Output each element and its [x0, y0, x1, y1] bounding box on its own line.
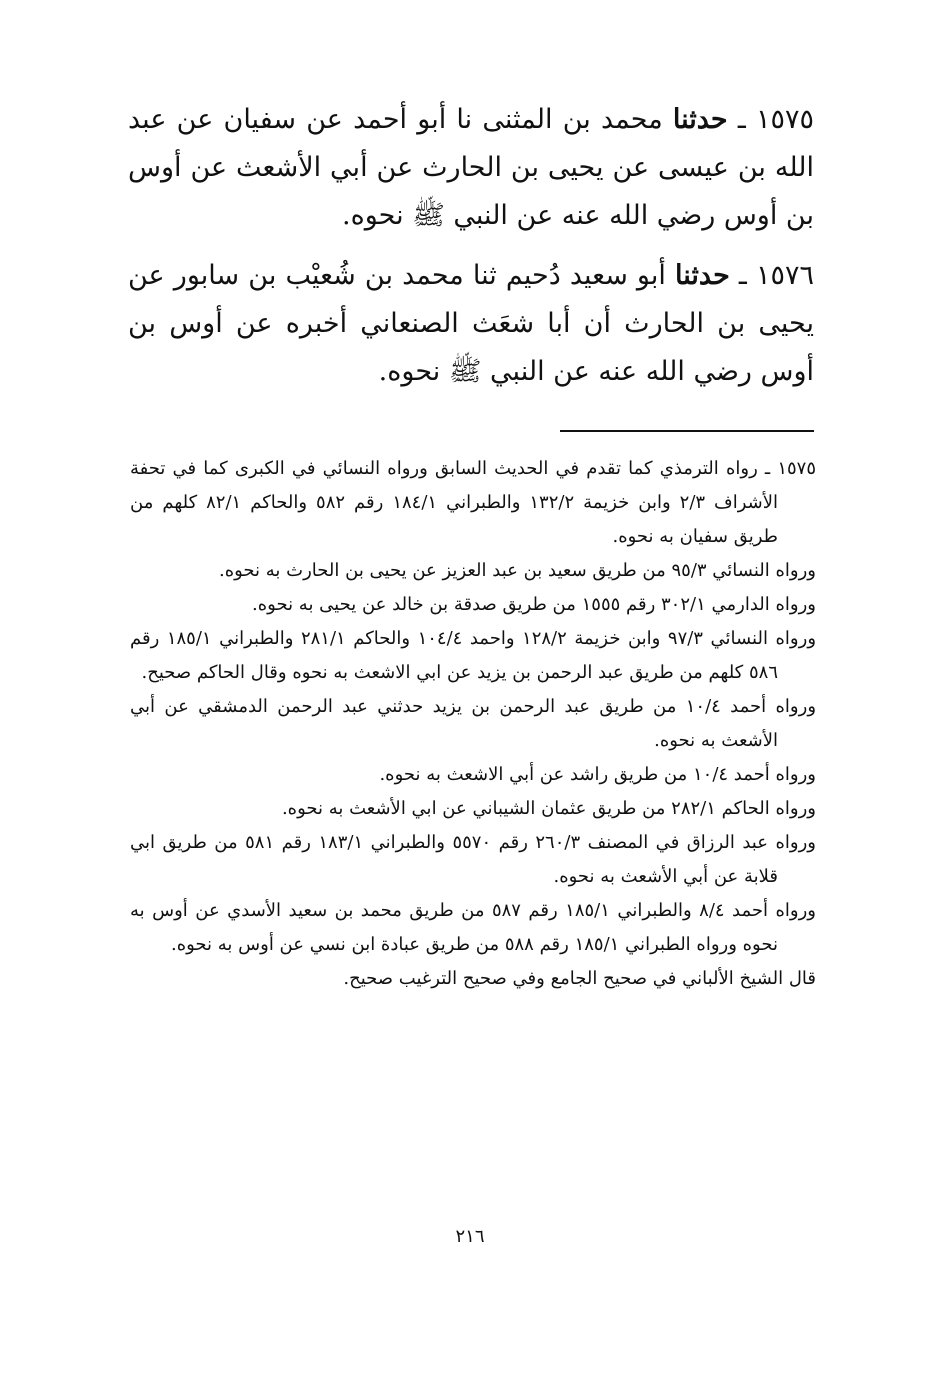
hadith-body: أبو سعيد دُحيم ثنا محمد بن شُعيْب بن سابور عن يحيى بن الحارث أن أبا شعَث الصنعاني أخبره عن أوس بن أوس رضي الله عنه عن النبي ﷺ نحوه.: [128, 260, 814, 387]
footnote-item: ورواه أحمد ٨/٤ والطبراني ١٨٥/١ رقم ٥٨٧ من طريق محمد بن سعيد الأسدي عن أوس به نحوه ورواه الطبراني ١٨٥/١ رقم ٥٨٨ من طريق عبادة ابن نسي عن أوس به نحوه.: [130, 900, 816, 955]
footnote-item: ورواه أحمد ١٠/٤ من طريق راشد عن أبي الاشعث به نحوه.: [379, 764, 816, 785]
footnote-item: ورواه النسائي ٩٧/٣ وابن خزيمة ١٢٨/٢ واحمد ١٠٤/٤ والحاكم ٢٨١/١ والطبراني ١٨٥/١ رقم ٥٨٦ كلهم من طريق عبد الرحمن بن يزيد عن ابي الاشعث به نحوه وقال الحاكم صحيح.: [130, 628, 817, 683]
hadith-1575: [128, 96, 814, 240]
footnote-item: ورواه النسائي ٩٥/٣ من طريق سعيد بن عبد العزيز عن يحيى بن الحارث به نحوه.: [218, 560, 816, 581]
hadith-text-block: [128, 96, 814, 408]
footnote-item: ١٥٧٥ ـ رواه الترمذي كما تقدم في الحديث السابق ورواه النسائي في الكبرى كما في تحفة الأشراف ٢/٣ وابن خزيمة ١٣٢/٢ والطبراني ١٨٤/١ رقم ٥٨٢ والحاكم ٨٢/١ كلهم من طريق سفيان به نحوه.: [130, 458, 816, 547]
hadith-number: ١٥٧٦ ـ: [738, 260, 814, 291]
footnotes-block: [130, 452, 816, 996]
footnote-item: ورواه عبد الرزاق في المصنف ٢٦٠/٣ رقم ٥٥٧٠ والطبراني ١٨٣/١ رقم ٥٨١ من طريق ابي قلابة عن أبي الأشعث به نحوه.: [130, 832, 816, 887]
hadith-lead-word: حدثنا: [672, 104, 728, 135]
footnote-item: ورواه الدارمي ٣٠٢/١ رقم ١٥٥٥ من طريق صدقة بن خالد عن يحيى به نحوه.: [252, 594, 816, 615]
footnote-item: قال الشيخ الألباني في صحيح الجامع وفي صحيح الترغيب صحيح.: [343, 968, 816, 989]
hadith-1576: [128, 252, 814, 396]
hadith-number: ١٥٧٥ ـ: [737, 104, 814, 135]
hadith-body: محمد بن المثنى نا أبو أحمد عن سفيان عن عبد الله بن عيسى عن يحيى بن الحارث عن أبي الأشعث عن أوس بن أوس رضي الله عنه عن النبي ﷺ نحوه.: [128, 104, 814, 231]
footnote-item: ورواه الحاكم ٢٨٢/١ من طريق عثمان الشيباني عن ابي الأشعث به نحوه.: [281, 798, 816, 819]
hadith-lead-word: حدثنا: [675, 260, 730, 291]
footnote-item: ورواه أحمد ١٠/٤ من طريق عبد الرحمن بن يزيد حدثني عبد الرحمن الدمشقي عن أبي الأشعث به نحوه.: [130, 696, 817, 751]
page-number: ٢١٦: [455, 1226, 485, 1247]
footnote-divider: [560, 430, 814, 432]
